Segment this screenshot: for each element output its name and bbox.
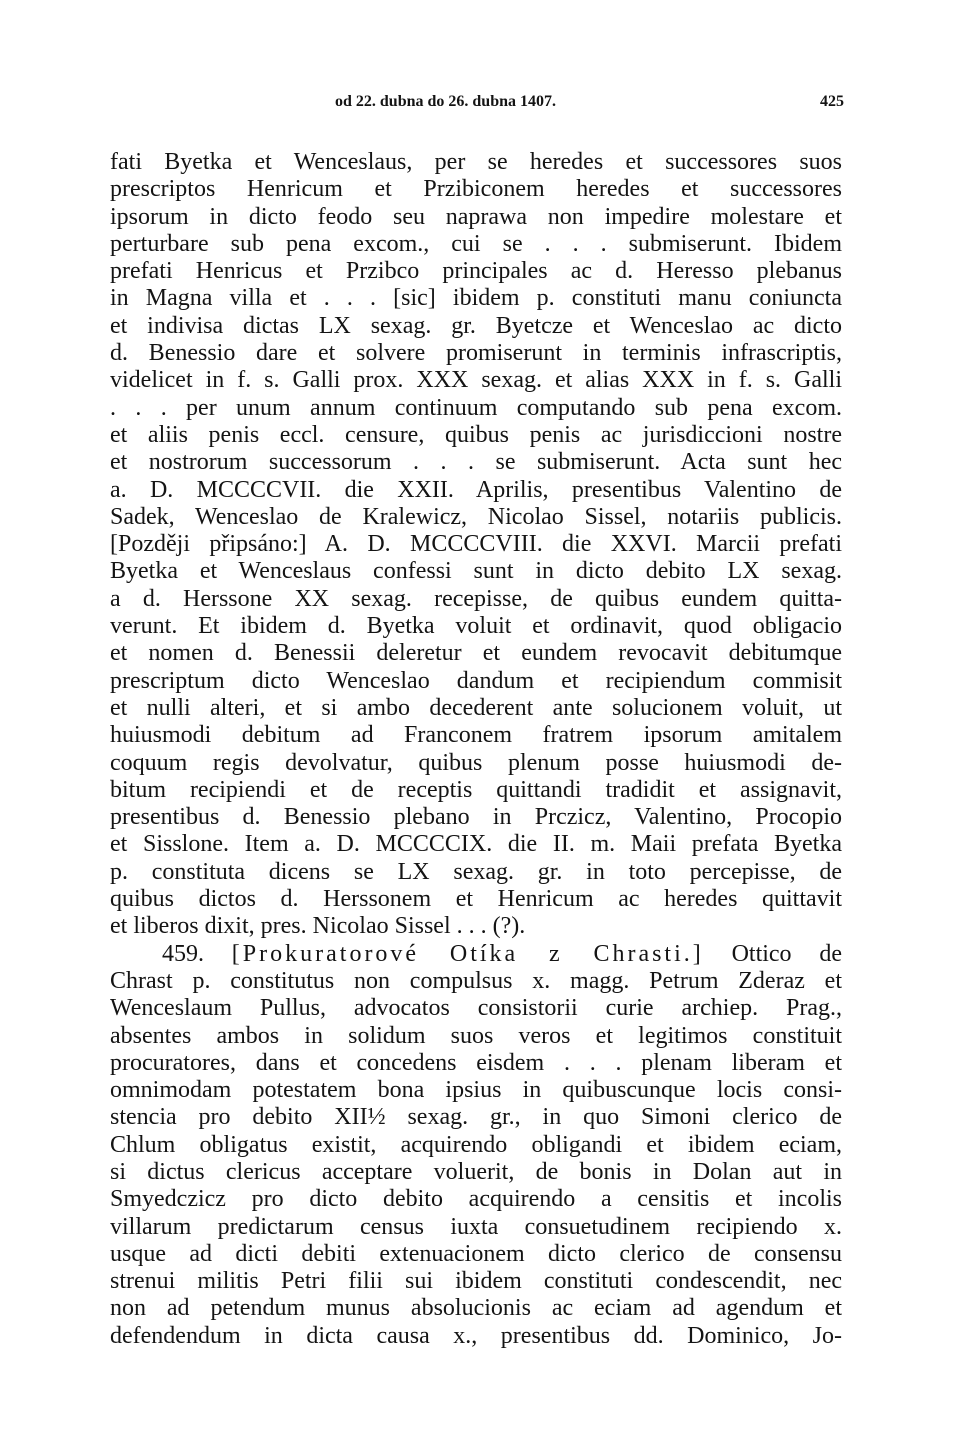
text-line: [Později připsáno:] A. D. MCCCCVIII. die XXVI. Marcii prefati xyxy=(110,531,842,558)
text-line: Byetka et Wenceslaus confessi sunt in dicto debito LX sexag. xyxy=(110,558,842,585)
text-line: et nomen d. Benessii deleretur et eundem revocavit debitumque xyxy=(110,640,842,667)
text-line: d. Benessio dare et solvere promiserunt in terminis infrascriptis, xyxy=(110,340,842,367)
text-line: huiusmodi debitum ad Franconem fratrem ipsorum amitalem xyxy=(110,722,842,749)
entry-number: 459. xyxy=(162,940,204,967)
text-line: fati Byetka et Wenceslaus, per se heredes et successores suos xyxy=(110,149,842,175)
entry-title: [Prokuratorové Otíka z Chrasti.] xyxy=(231,940,704,967)
body-text xyxy=(110,149,842,1350)
text-line: stencia pro debito XII½ sexag. gr., in quo Simoni clerico de xyxy=(110,1104,842,1131)
page-header xyxy=(108,92,844,112)
text-line: ipsorum in dicto feodo seu naprawa non impedire molestare et xyxy=(110,203,842,230)
text-line: et liberos dixit, pres. Nicolao Sissel . . . (?). xyxy=(110,913,526,940)
text-line: coquum regis devolvatur, quibus plenum posse huiusmodi de- xyxy=(110,749,842,776)
text-line: Smyedczicz pro dicto debito acquirendo a censitis et incolis xyxy=(110,1186,842,1213)
text-line: et nulli alteri, et si ambo decederent ante solucionem voluit, ut xyxy=(110,694,842,721)
running-head: od 22. dubna do 26. dubna 1407. xyxy=(335,93,556,110)
text-line: bitum recipiendi et de receptis quittandi tradidit et assignavit, xyxy=(110,776,842,803)
entry-heading-line xyxy=(110,941,842,968)
text-line: omnimodam potestatem bona ipsius in quibuscunque locis consi- xyxy=(110,1077,842,1104)
text-line: in Magna villa et . . . [sic] ibidem p. constituti manu coniuncta xyxy=(110,285,842,312)
text-line: usque ad dicti debiti extenuacionem dicto clerico de consensu xyxy=(110,1240,842,1267)
text-line: si dictus clericus acceptare voluerit, de bonis in Dolan aut in xyxy=(110,1158,842,1185)
text-line: Sadek, Wenceslao de Kralewicz, Nicolao Sissel, notariis publicis. xyxy=(110,503,842,530)
text-line: verunt. Et ibidem d. Byetka voluit et ordinavit, quod obligacio xyxy=(110,613,842,640)
page-number: 425 xyxy=(820,93,844,110)
entry-first-line-text: Ottico de xyxy=(731,940,842,967)
text-line: Wenceslaum Pullus, advocatos consistorii curie archiep. Prag., xyxy=(110,995,842,1022)
text-line: prescriptum dicto Wenceslao dandum et recipiendum commisit xyxy=(110,667,842,694)
text-line: strenui militis Petri filii sui ibidem constituti condescendit, nec xyxy=(110,1268,842,1295)
text-line: et nostrorum successorum . . . se submiserunt. Acta sunt hec xyxy=(110,449,842,476)
text-line: presentibus d. Benessio plebano in Prczicz, Valentino, Procopio xyxy=(110,804,842,831)
text-line: villarum predictarum census iuxta consuetudinem recipiendo x. xyxy=(110,1213,842,1240)
text-line: et aliis penis eccl. censure, quibus penis ac jurisdiccioni nostre xyxy=(110,421,842,448)
text-line: Chrast p. constitutus non compulsus x. magg. Petrum Zderaz et xyxy=(110,967,842,994)
text-line: quibus dictos d. Herssonem et Henricum ac heredes quittavit xyxy=(110,886,842,913)
text-line: defendendum in dicta causa x., presentibus dd. Dominico, Jo- xyxy=(110,1322,842,1349)
text-line: absentes ambos in solidum suos veros et legitimos constituit xyxy=(110,1022,842,1049)
text-line: prefati Henricus et Przibco principales ac d. Heresso plebanus xyxy=(110,258,842,285)
text-line: videlicet in f. s. Galli prox. XXX sexag. et alias XXX in f. s. Galli xyxy=(110,367,842,394)
text-line: Chlum obligatus existit, acquirendo obligandi et ibidem eciam, xyxy=(110,1131,842,1158)
text-line: perturbare sub pena excom., cui se . . . submiserunt. Ibidem xyxy=(110,230,842,257)
text-line: prescriptos Henricum et Przibiconem heredes et successores xyxy=(110,176,842,203)
text-line: et Sisslone. Item a. D. MCCCCIX. die II. m. Maii prefata Byetka xyxy=(110,831,842,858)
text-line: . . . per unum annum continuum computando sub pena excom. xyxy=(110,394,842,421)
text-line: non ad petendum munus absolucionis ac eciam ad agendum et xyxy=(110,1295,842,1322)
text-line: a. D. MCCCCVII. die XXII. Aprilis, presentibus Valentino de xyxy=(110,476,842,503)
text-line: p. constituta dicens se LX sexag. gr. in toto percepisse, de xyxy=(110,858,842,885)
text-line: procuratores, dans et concedens eisdem . . . plenam liberam et xyxy=(110,1049,842,1076)
text-line: a d. Herssone XX sexag. recepisse, de quibus eundem quitta- xyxy=(110,585,842,612)
text-line: et indivisa dictas LX sexag. gr. Byetcze et Wenceslao ac dicto xyxy=(110,312,842,339)
